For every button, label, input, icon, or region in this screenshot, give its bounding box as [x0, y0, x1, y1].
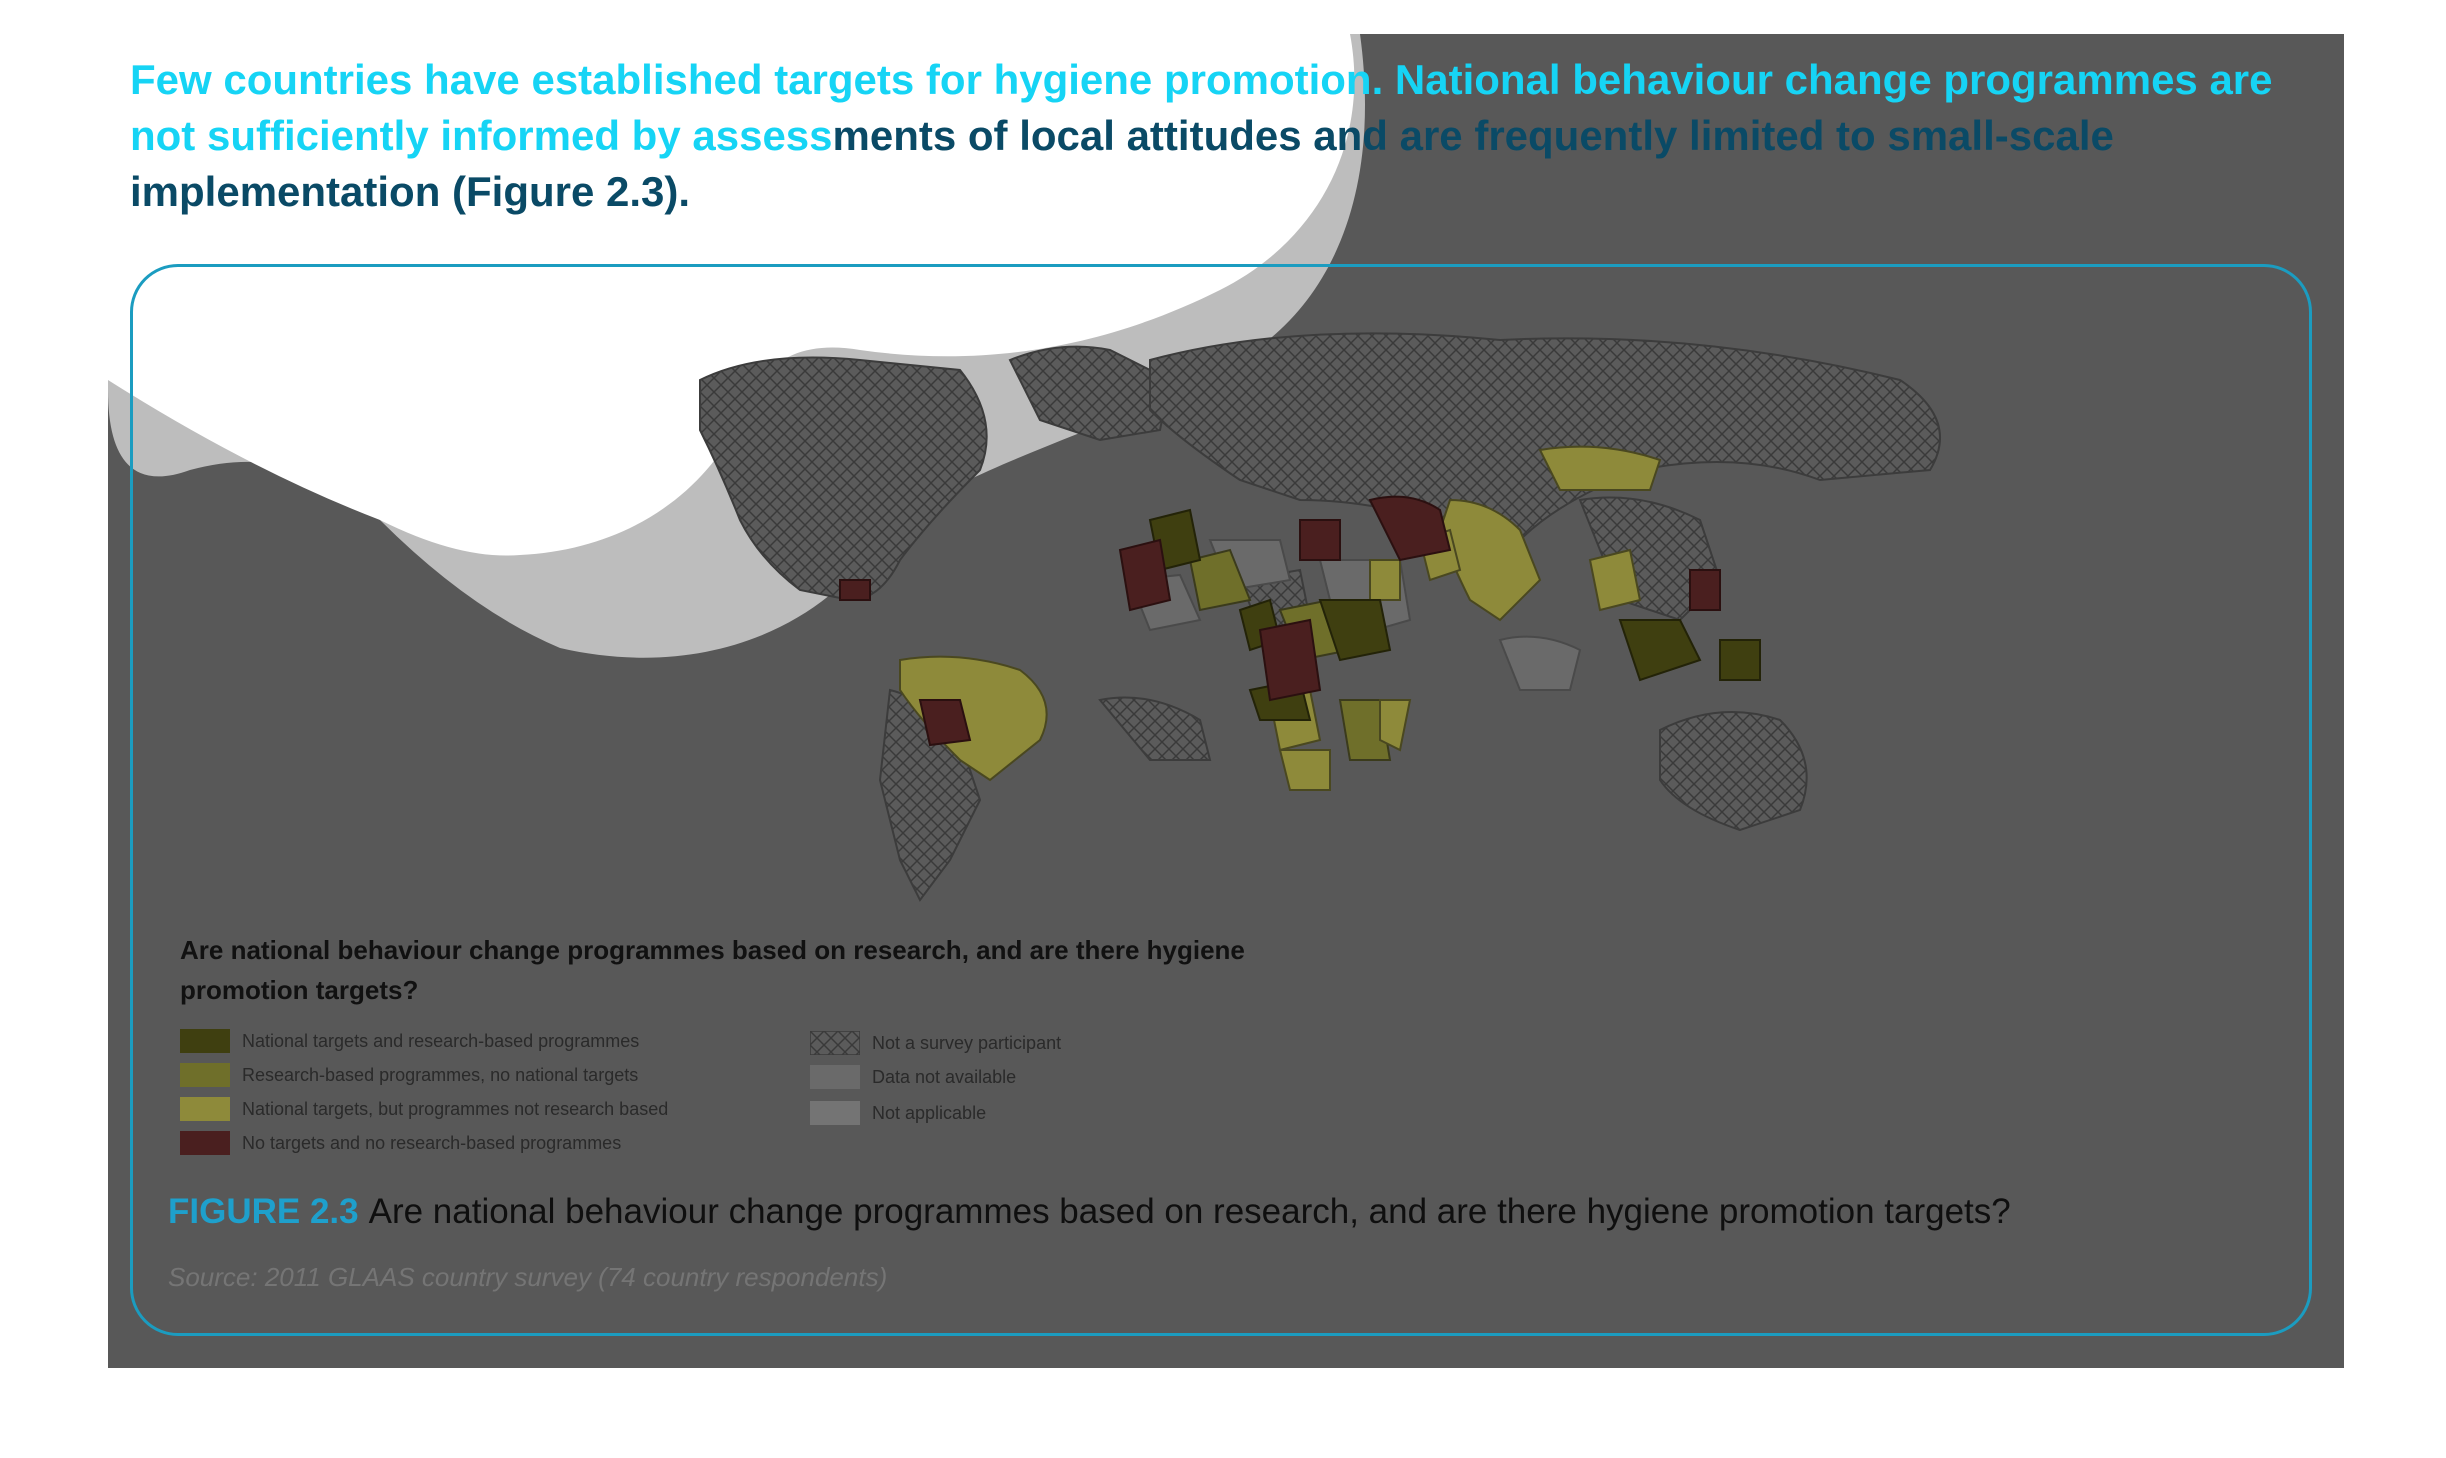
- legend-swatch: [180, 1131, 230, 1155]
- legend-item-targets-not-research: [180, 1096, 668, 1122]
- legend-swatch: [810, 1101, 860, 1125]
- legend-title: Are national behaviour change programmes based on research, and are there hygiene promotion targets?: [180, 935, 1245, 1005]
- legend-item-targets-and-research: [180, 1028, 639, 1054]
- legend-item-no-targets-no-research: [180, 1130, 621, 1156]
- legend-label: National targets, but programmes not research based: [242, 1098, 669, 1119]
- legend-label: Not a survey participant: [872, 1032, 1062, 1053]
- legend-swatch: [810, 1065, 860, 1089]
- legend-item-data-not-available: [810, 1064, 1016, 1090]
- legend-item-research-no-targets: [180, 1062, 638, 1088]
- legend-swatch: [180, 1097, 230, 1121]
- legend-label: Research-based programmes, no national targets: [242, 1064, 639, 1085]
- legend-item-not-applicable: [810, 1100, 986, 1126]
- legend-swatch: [180, 1029, 230, 1053]
- figure-caption-text: Are national behaviour change programmes based on research, and are there hygiene promotion targets?: [368, 1192, 2011, 1231]
- figure-caption: [168, 1192, 2308, 1232]
- intro-text-dark: ments of local attitudes and are frequently limited to small-scale implementation (Figure 2.3).: [130, 112, 2114, 215]
- figure-number: FIGURE 2.3: [168, 1192, 359, 1231]
- legend-label: National targets and research-based programmes: [242, 1030, 640, 1051]
- legend-label: Not applicable: [872, 1102, 987, 1123]
- legend-swatch-crosshatch: [810, 1031, 860, 1055]
- source-note: Source: 2011 GLAAS country survey (74 country respondents): [168, 1262, 888, 1292]
- legend-item-not-participant: [810, 1030, 1061, 1056]
- intro-text-light: Few countries have established targets for hygiene promotion. National behaviour change programmes are not sufficiently informed by assess: [130, 56, 2273, 159]
- legend-label: Data not available: [872, 1066, 1017, 1087]
- legend-label: No targets and no research-based programmes: [242, 1132, 622, 1153]
- legend-swatch: [180, 1063, 230, 1087]
